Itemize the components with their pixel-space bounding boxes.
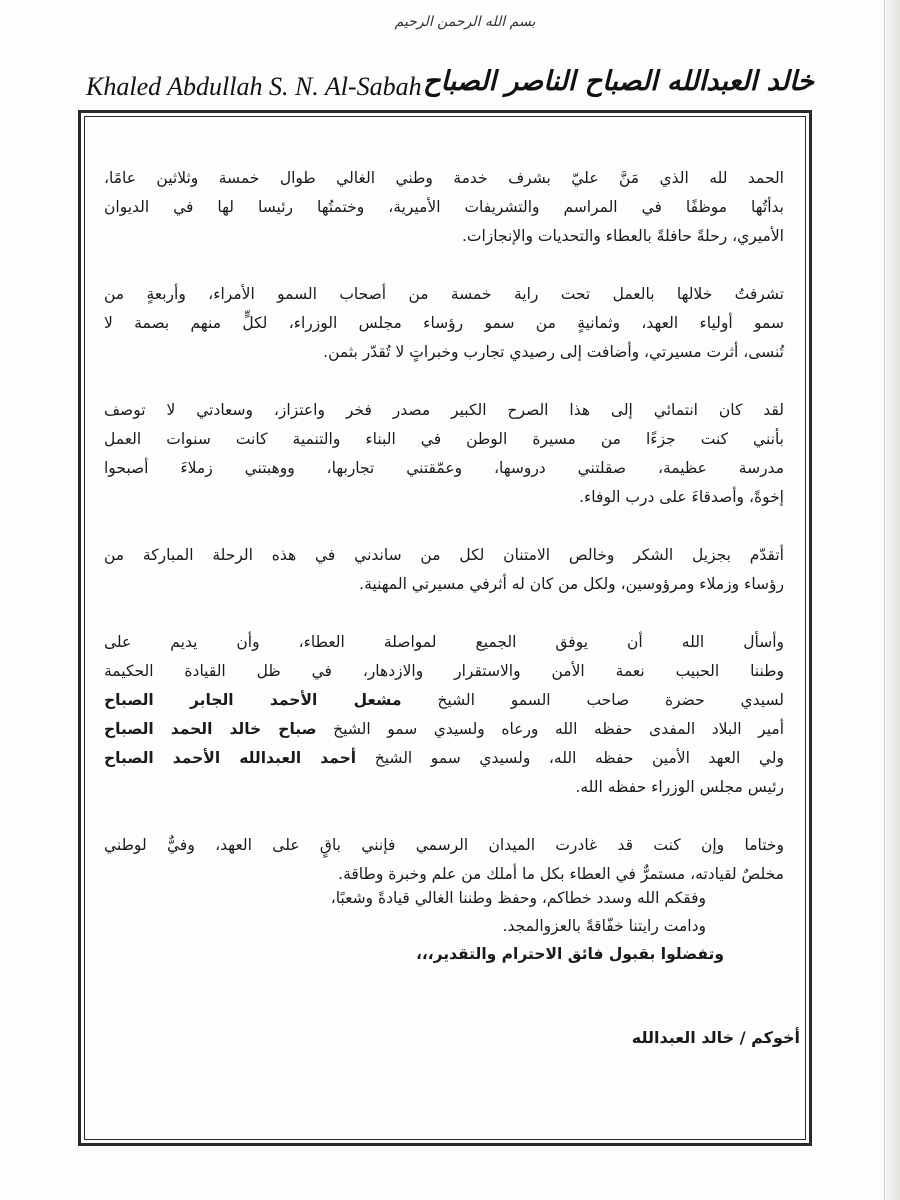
closing-block [104,884,784,968]
line-text: لسيدي حضرة صاحب السمو الشيخ [401,691,784,709]
paragraph-line: سمو أولياء العهد، وثمانيةٍ من سمو رؤساء مجلس الوزراء، لكلٍّ منهم بصمة لا [104,314,784,332]
page-edge-line [884,0,885,1200]
line-text: أمير البلاد المفدى حفظه الله ورعاه ولسيدي سمو الشيخ [316,720,785,738]
paragraph-3 [104,396,784,512]
paragraph-line: الحمد لله الذي مَنَّ عليّ بشرف خدمة وطني الغالي طوال خمسة وثلاثين عامًا، [104,169,784,187]
paragraph-line [104,744,784,773]
signature: أخوكم / خالد العبدالله [631,1028,800,1047]
paragraph-line [104,686,784,715]
paragraph-line: بأنني كنت جزءًا من مسيرة الوطن في البناء والتنمية كانت سنوات العمل [104,430,784,448]
paragraph-prayer [104,628,784,802]
closing-line: وفقكم الله وسدد خطاكم، وحفظ وطننا الغالي قيادةً وشعبًا، [330,889,706,907]
paragraph-line: لقد كان انتمائي إلى هذا الصرح الكبير مصدر فخر واعتزاز، وسعادتي لا توصف [104,401,784,419]
closing-salutation: وتفضلوا بقبول فائق الاحترام والتقدير،،، [415,945,724,963]
paragraph-line [104,715,784,744]
paragraph-line: مدرسة عظيمة، صقلتني دروسها، وعمّقتني تجاربها، ووهبتني زملاءَ أصبحوا [104,459,784,477]
paragraph-line: إخوةً، وأصدقاءَ على درب الوفاء. [579,488,784,506]
letterhead-name-arabic: خالد العبدالله الصباح الناصر الصباح [423,66,814,97]
line-text: ولي العهد الأمين حفظه الله، ولسيدي سمو الشيخ [356,749,784,767]
paragraph-line: بدأتُها موظفًا في المراسم والتشريفات الأميرية، وختمتُها رئيسا لها في الديوان [104,198,784,216]
paragraph-line: مخلصٌ لقيادته، مستمرٌّ في العطاء بكل ما أملك من علم وخبرة وطاقة. [338,865,784,883]
emir-name: مشعل الأحمد الجابر الصباح [104,691,402,709]
letterhead-name-english: Khaled Abdullah S. N. Al-Sabah [86,72,422,101]
page-edge-shadow [886,0,900,1200]
paragraph-line: تُنسى، أثرت مسيرتي، وأضافت إلى رصيدي تجارب وخبراتٍ لا تُقدّر بثمن. [323,343,784,361]
paragraph-line: تشرفتُ خلالها بالعمل تحت راية خمسة من أصحاب السمو الأمراء، وأربعةٍ من [104,285,784,303]
paragraph-2 [104,280,784,367]
paragraph-line: وأسأل الله أن يوفق الجميع لمواصلة العطاء، وأن يديم على [104,633,784,651]
prime-minister-name: أحمد العبدالله الأحمد الصباح [104,749,357,767]
paragraph-line: الأميري، رحلةً حافلةً بالعطاء والتحديات والإنجازات. [461,227,784,245]
basmala-calligraphy: بسم الله الرحمن الرحيم [394,14,536,30]
crown-prince-name: صباح خالد الحمد الصباح [104,720,317,738]
paragraph-line: رئيس مجلس الوزراء حفظه الله. [575,778,784,796]
paragraph-1 [104,164,784,251]
closing-line: ودامت رايتنا خفّاقةً بالعزوالمجد. [502,917,706,935]
paragraph-line: أتقدّم بجزيل الشكر وخالص الامتنان لكل من ساندني في هذه الرحلة المباركة من [104,546,784,564]
paragraph-line: وختاما وإن كنت قد غادرت الميدان الرسمي فإنني باقٍ على العهد، وفيٌّ لوطني [104,836,784,854]
letter-body [104,164,784,918]
paragraph-4 [104,541,784,599]
paragraph-line: وطننا الحبيب نعمة الأمن والاستقرار والازدهار، في ظل القيادة الحكيمة [104,662,784,680]
paragraph-final [104,831,784,889]
paragraph-line: رؤساء وزملاء ومرؤوسين، ولكل من كان له أثرفي مسيرتي المهنية. [359,575,784,593]
